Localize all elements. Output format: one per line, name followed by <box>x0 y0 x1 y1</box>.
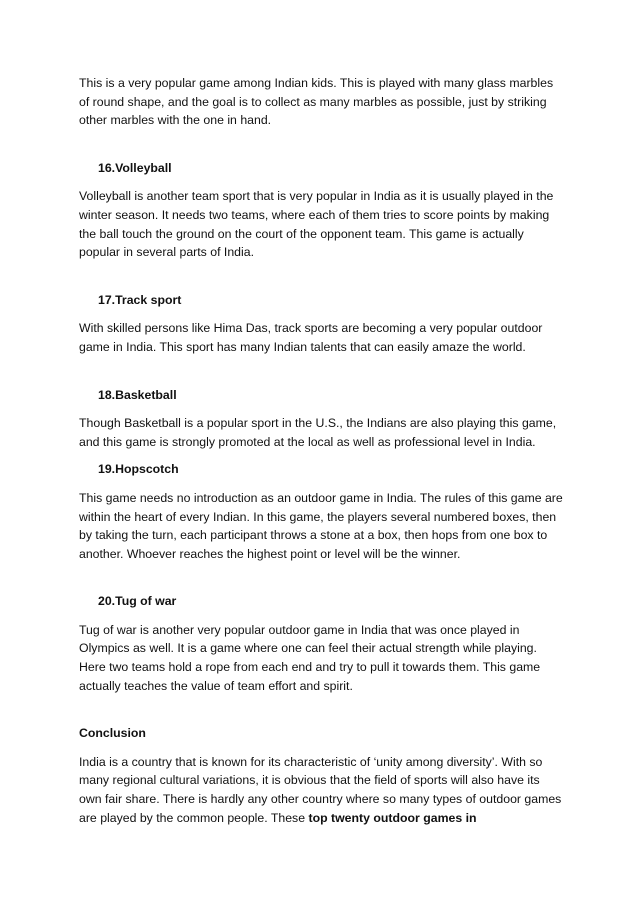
heading-track-sport: 17.Track sport <box>98 292 182 307</box>
heading-basketball: 18.Basketball <box>98 387 177 402</box>
paragraph-hopscotch: This game needs no introduction as an outdoor game in India. The rules of this game are within the heart of every Indian. In this game, the players several numbered boxes, then by taking the turn, each participant throws a stone at a box, then hops from one box to another. Whoever reaches the highest point or level will be the winner. <box>79 490 563 561</box>
heading-tug-of-war: 20.Tug of war <box>98 594 177 609</box>
paragraph-track-sport: With skilled persons like Hima Das, track sports are becoming a very popular outdoor game in India. This sport has many Indian talents that can easily amaze the world. <box>79 321 543 354</box>
document-content <box>79 74 563 827</box>
heading-volleyball: 16.Volleyball <box>98 160 172 175</box>
intro-paragraph: This is a very popular game among Indian kids. This is played with many glass marbles of round shape, and the goal is to collect as many marbles as possible, just by striking other marbles with the one in hand. <box>79 76 554 128</box>
paragraph-basketball: Though Basketball is a popular sport in the U.S., the Indians are also playing this game, and this game is strongly promoted at the local as well as professional level in India. <box>79 416 557 449</box>
paragraph-volleyball: Volleyball is another team sport that is very popular in India as it is usually played in the winter season. It needs two teams, where each of them tries to score points by making the ball touch the ground on the court of the opponent team. This game is actually popular in several parts of India. <box>79 189 554 260</box>
conclusion-text: India is a country that is known for its characteristic of ‘unity among diversity’. With so many regional cultural variations, it is obvious that the field of sports will also have its own fair share. There is hardly any other country where so many types of outdoor games are played by the common people. These <box>79 754 562 825</box>
heading-hopscotch: 19.Hopscotch <box>98 462 179 477</box>
paragraph-conclusion <box>79 753 563 827</box>
heading-conclusion: Conclusion <box>79 726 146 741</box>
conclusion-bold-phrase: top twenty outdoor games in <box>308 810 477 825</box>
paragraph-tug-of-war: Tug of war is another very popular outdoor game in India that was once played in Olympics as well. It is a game where one can feel their actual strength while playing. Here two teams hold a rope from each end and try to pull it towards them. This game actually teaches the value of team effort and spirit. <box>79 622 541 693</box>
